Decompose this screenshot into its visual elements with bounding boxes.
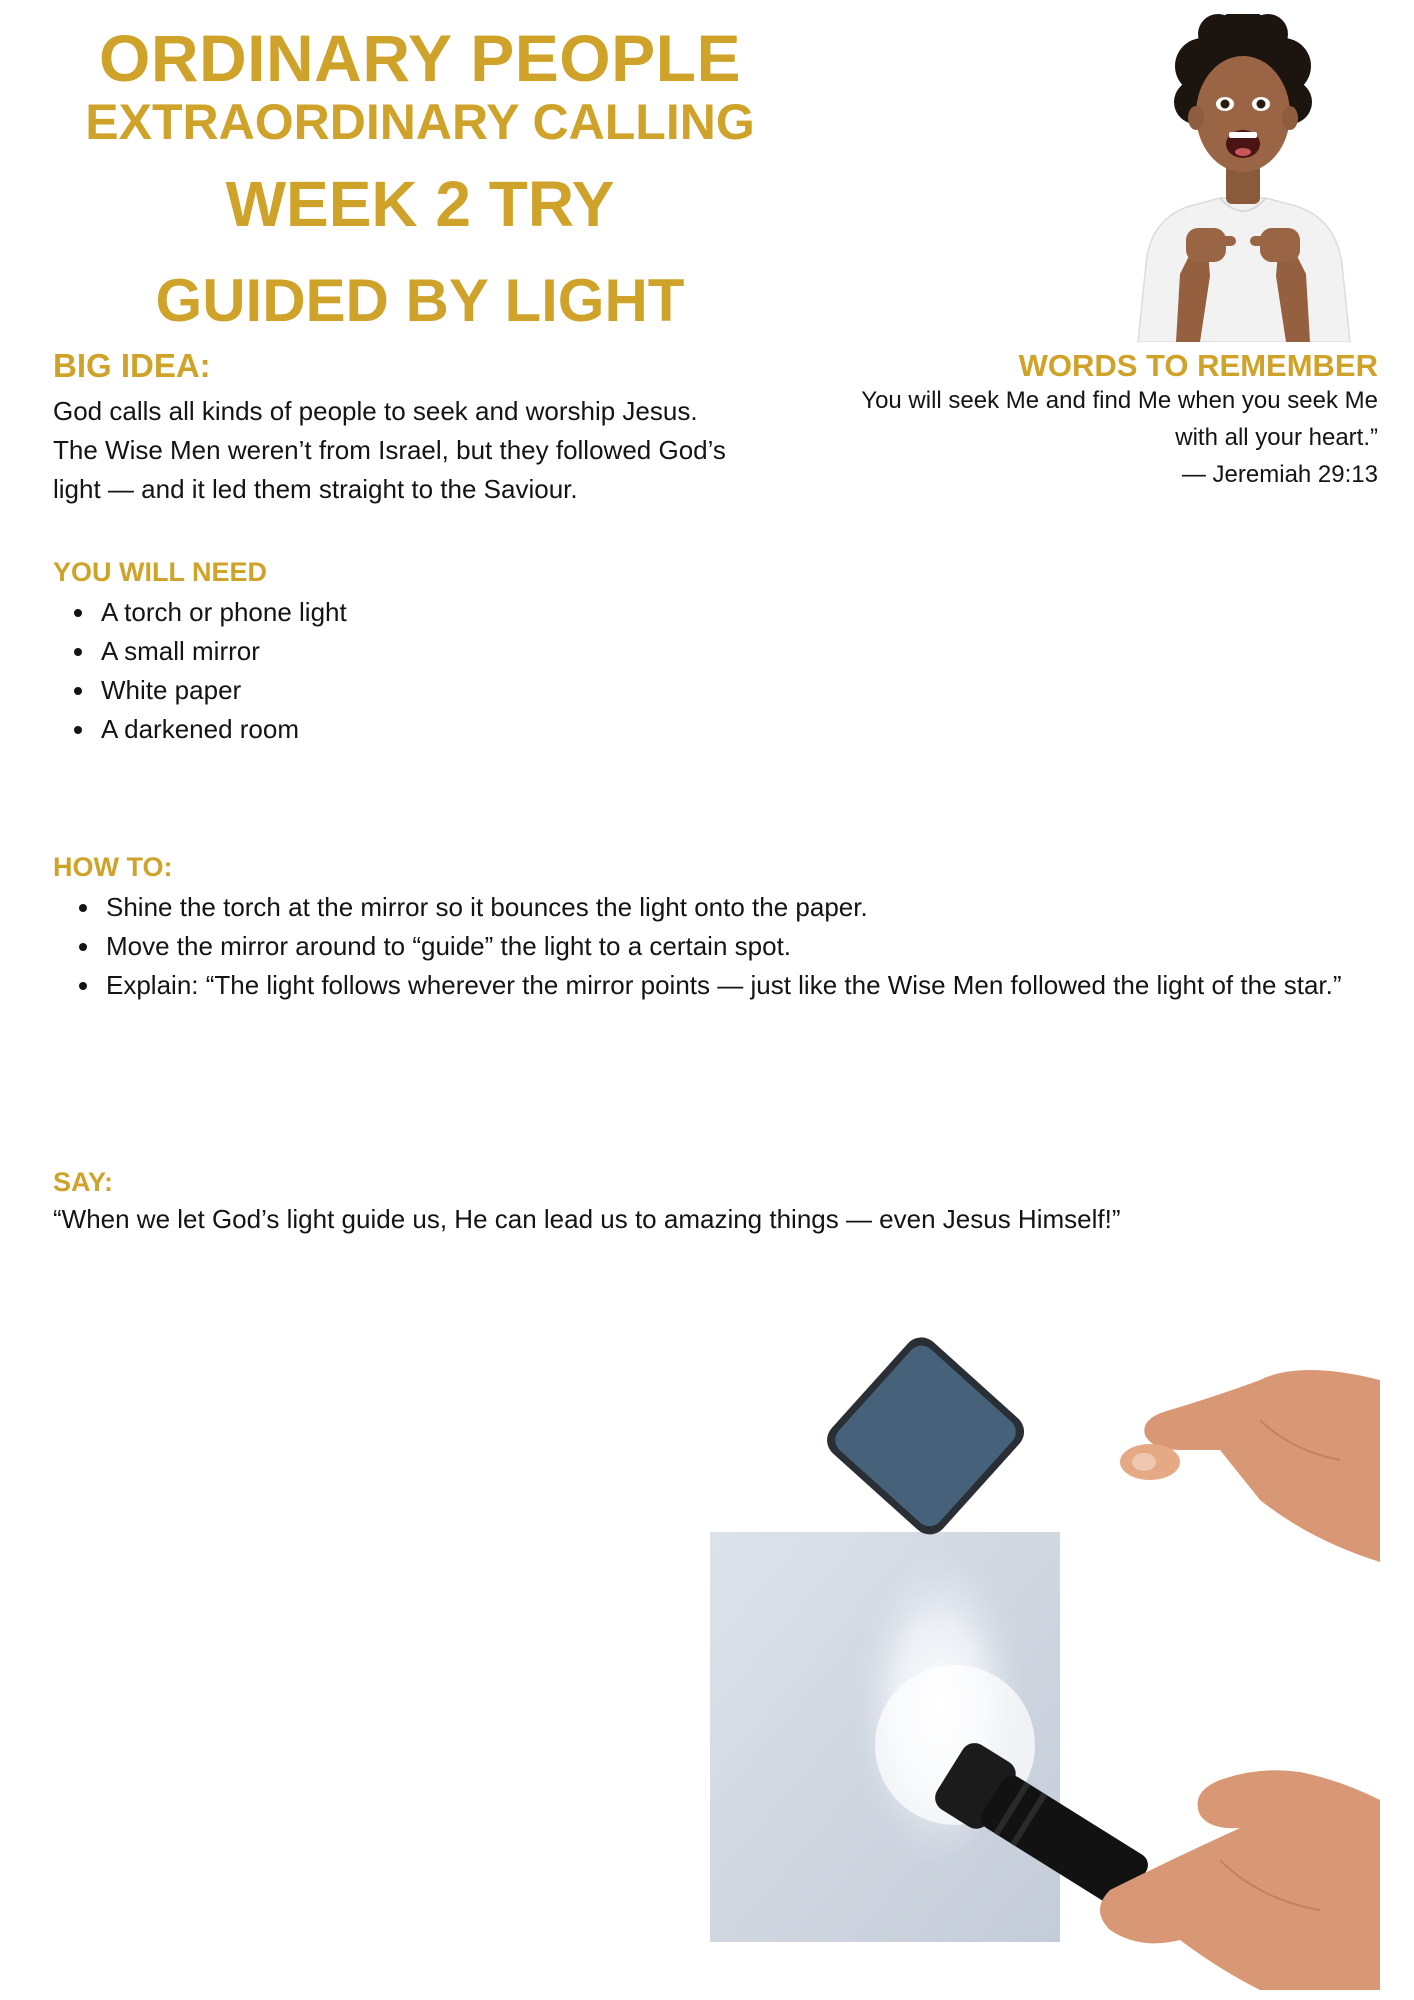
lesson-title: GUIDED BY LIGHT: [155, 267, 685, 334]
week-title: WEEK 2 TRY: [225, 168, 615, 240]
words-to-remember-heading: WORDS TO REMEMBER: [1018, 348, 1378, 383]
list-item: • A small mirror: [97, 632, 347, 671]
big-idea-line: God calls all kinds of people to seek and worship Jesus.: [53, 396, 698, 426]
how-to-heading: HOW TO:: [53, 852, 173, 882]
big-idea-line: The Wise Men weren’t from Israel, but they followed God’s: [53, 435, 726, 465]
list-item: • Shine the torch at the mirror so it bounces the light onto the paper.: [102, 888, 1392, 927]
memory-verse-line: You will seek Me and find Me when you seek Me: [861, 387, 1378, 414]
memory-verse: [861, 382, 1378, 493]
list-item: • A torch or phone light: [97, 593, 347, 632]
list-item: • White paper: [97, 671, 347, 710]
verse-reference: — Jeremiah 29:13: [1181, 461, 1378, 488]
big-idea-line: light — and it led them straight to the Saviour.: [53, 474, 578, 504]
title-block: [60, 22, 780, 336]
title-line-2: EXTRAORDINARY CALLING: [85, 94, 755, 150]
supplies-list: [53, 593, 347, 749]
title-line-1: ORDINARY PEOPLE: [99, 21, 741, 95]
list-item: • A darkened room: [97, 710, 347, 749]
say-heading: SAY:: [53, 1167, 114, 1197]
list-item: • Explain: “The light follows wherever the mirror points — just like the Wise Men followed the light of the star.”: [102, 966, 1392, 1005]
mirror-torch-demo-image: [700, 1300, 1380, 1990]
big-idea-heading: BIG IDEA:: [53, 347, 211, 384]
how-to-list: [53, 888, 1392, 1005]
say-text: “When we let God’s light guide us, He can lead us to amazing things — even Jesus Himself!”: [53, 1204, 1121, 1234]
memory-verse-line: with all your heart.”: [1175, 424, 1378, 451]
you-will-need-heading: YOU WILL NEED: [53, 557, 268, 587]
big-idea-text: [53, 392, 726, 509]
boy-pointing-image: [1128, 14, 1358, 342]
list-item: • Move the mirror around to “guide” the light to a certain spot.: [102, 927, 1392, 966]
